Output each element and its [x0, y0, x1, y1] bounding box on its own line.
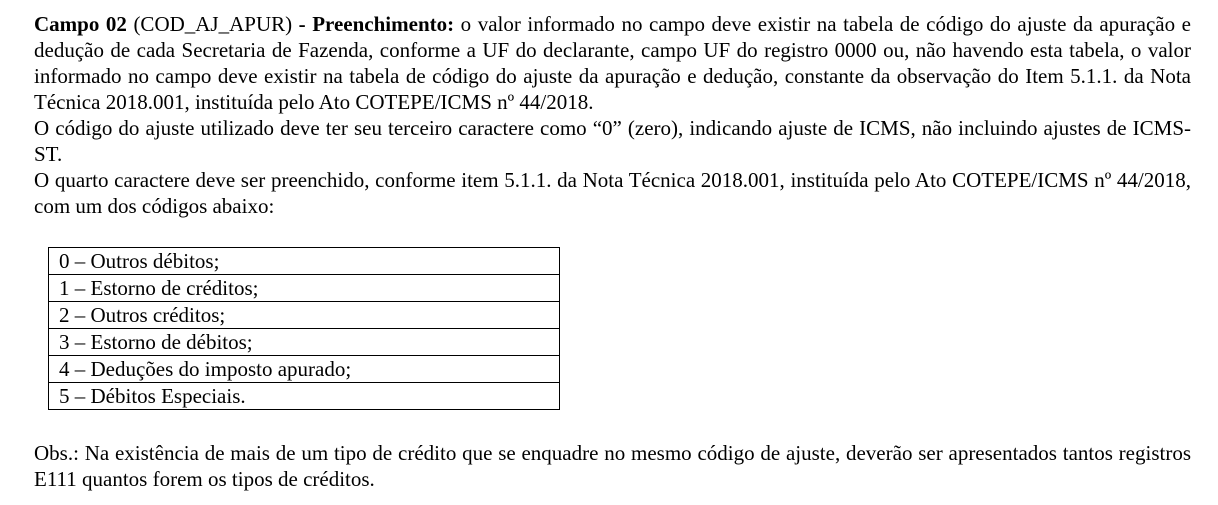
field-code: (COD_AJ_APUR) [126, 12, 299, 36]
field-rule-text: o valor informado no campo deve existir na tabela de código do ajuste da apuração e dedução de cada Secretaria de Fazenda, conforme a UF do declarante, campo UF do registro 0000 ou, não havendo esta tabela, o valor informado no campo deve existir na tabela de código do ajuste da apuração e dedução, constante da observação do Item 5.1.1. da Nota Técnica 2018.001, instituída pelo Ato COTEPE/ICMS nº 44/2018. [34, 12, 1191, 114]
document-page [34, 11, 1191, 492]
table-row [49, 248, 560, 275]
section-label: - Preenchimento: [298, 12, 455, 36]
observation-paragraph: Obs.: Na existência de mais de um tipo de crédito que se enquadre no mesmo código de ajuste, deverão ser apresentados tantos registros E111 quantos forem os tipos de créditos. [34, 441, 1191, 491]
fourth-character-paragraph: O quarto caractere deve ser preenchido, conforme item 5.1.1. da Nota Técnica 2018.001, instituída pelo Ato COTEPE/ICMS nº 44/2018, com um dos códigos abaixo: [34, 168, 1191, 218]
code-cell: 1 – Estorno de créditos; [49, 275, 560, 302]
adjustment-codes-table [48, 247, 560, 410]
table-row [49, 275, 560, 302]
code-cell: 4 – Deduções do imposto apurado; [49, 356, 560, 383]
code-cell: 3 – Estorno de débitos; [49, 329, 560, 356]
table-row [49, 302, 560, 329]
field-description-paragraph [34, 11, 1191, 115]
table-row [49, 329, 560, 356]
code-cell: 0 – Outros débitos; [49, 248, 560, 275]
table-row [49, 383, 560, 410]
field-label: Campo 02 [34, 12, 127, 36]
table-row [49, 356, 560, 383]
third-character-paragraph: O código do ajuste utilizado deve ter seu terceiro caractere como “0” (zero), indicando ajuste de ICMS, não incluindo ajustes de ICMS-ST. [34, 116, 1191, 166]
code-cell: 2 – Outros créditos; [49, 302, 560, 329]
code-cell: 5 – Débitos Especiais. [49, 383, 560, 410]
